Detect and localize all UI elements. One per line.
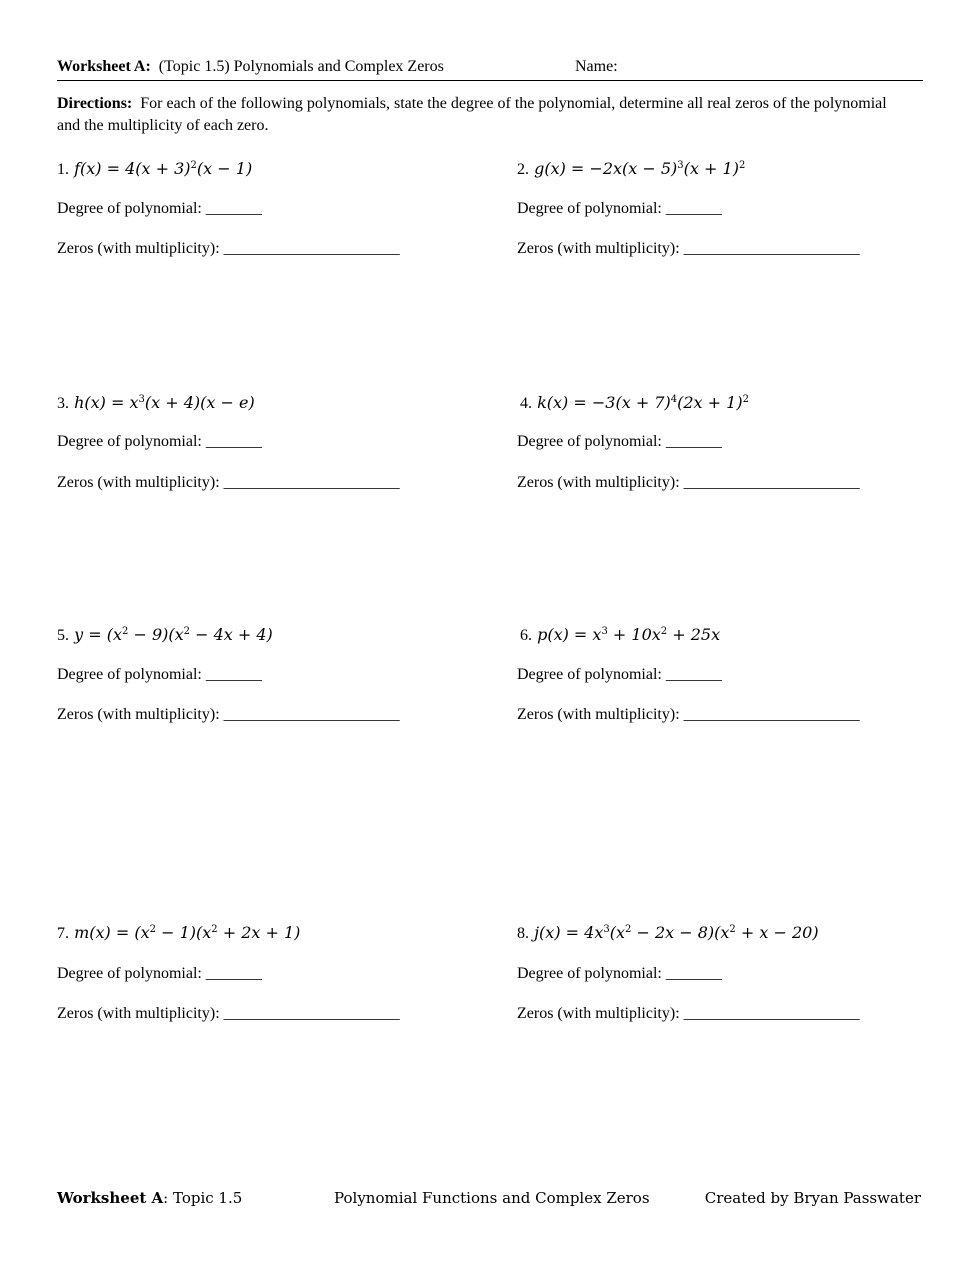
degree-line: Degree of polynomial: _______ [517,433,722,450]
degree-line: Degree of polynomial: _______ [57,200,262,217]
problem-equation: 7. $m(x) = (x^2 - 1)(x^2 + 2x + 1)$ [57,923,301,942]
problem-equation: 6. $p(x) = x^3 + 10x^2 + 25x$ [520,625,721,644]
zeros-line: Zeros (with multiplicity): ______________________ [517,474,860,491]
worksheet-label: Worksheet A: [57,58,151,75]
zeros-line: Zeros (with multiplicity): ______________________ [517,706,860,723]
problem-equation: 8. $j(x) = 4x^3(x^2 - 2x - 8)(x^2 + x - 20)$ [517,923,819,942]
problem-equation: 5. $y = (x^2 - 9)(x^2 - 4x + 4)$ [57,625,273,644]
worksheet-header [57,58,923,81]
footer-worksheet [57,1189,242,1207]
zeros-line: Zeros (with multiplicity): ______________________ [57,706,400,723]
footer-author: Created by Bryan Passwater [704,1189,921,1207]
degree-line: Degree of polynomial: _______ [517,965,722,982]
degree-line: Degree of polynomial: _______ [57,666,262,683]
footer-topic: : Topic 1.5 [163,1189,243,1207]
zeros-line: Zeros (with multiplicity): ______________________ [57,1005,400,1022]
degree-line: Degree of polynomial: _______ [57,433,262,450]
footer-worksheet-label: Worksheet A [57,1189,164,1207]
zeros-line: Zeros (with multiplicity): ______________________ [517,240,860,257]
name-label: Name: [575,58,618,75]
worksheet-topic: (Topic 1.5) Polynomials and Complex Zeros [158,58,444,75]
footer-title: Polynomial Functions and Complex Zeros [334,1189,650,1207]
page-footer [57,1189,923,1211]
degree-line: Degree of polynomial: _______ [517,666,722,683]
zeros-line: Zeros (with multiplicity): ______________________ [57,240,400,257]
problem-equation: 3. $h(x) = x^3(x + 4)(x - e)$ [57,393,255,412]
worksheet-title [57,58,444,76]
zeros-line: Zeros (with multiplicity): ______________________ [517,1005,860,1022]
problem-equation: 4. $k(x) = -3(x + 7)^4(2x + 1)^2$ [520,393,749,412]
problem-equation: 2. $g(x) = -2x(x - 5)^3(x + 1)^2$ [517,159,746,178]
directions-text: For each of the following polynomials, state the degree of the polynomial, determine all real zeros of the polynomial and the multiplicity of each zero. [57,95,887,134]
degree-line: Degree of polynomial: _______ [57,965,262,982]
directions [57,93,907,137]
directions-label: Directions: [57,95,133,112]
problem-equation: 1. $f(x) = 4(x + 3)^2(x - 1)$ [57,159,253,178]
zeros-line: Zeros (with multiplicity): ______________________ [57,474,400,491]
degree-line: Degree of polynomial: _______ [517,200,722,217]
